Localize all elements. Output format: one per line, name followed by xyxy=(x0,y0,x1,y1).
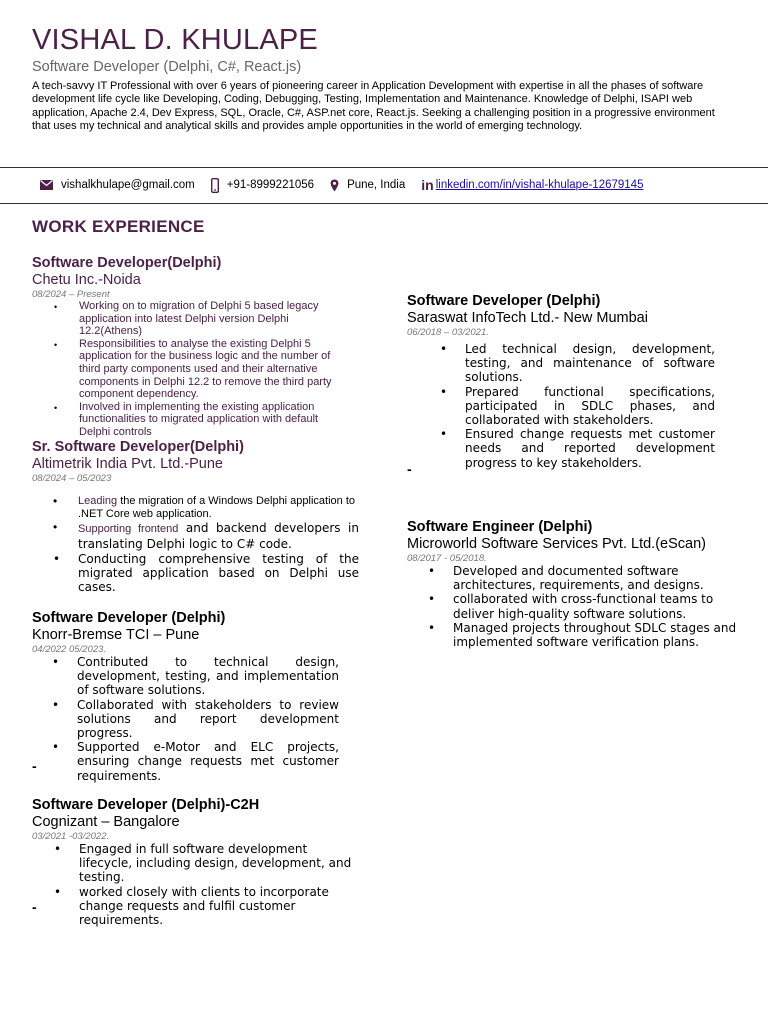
list-item: • Involved in implementing the existing application functionalities to migrated application with default Delphi controls xyxy=(79,401,349,439)
phone-icon xyxy=(211,178,219,193)
job-title: Software Developer (Delphi)-C2H xyxy=(32,797,260,813)
location-text: Pune, India xyxy=(347,179,406,191)
list-item: • Conducting comprehensive testing of the migrated application based on Delphi use cases. xyxy=(78,552,359,595)
email-text: vishalkhulape@gmail.com xyxy=(61,179,195,191)
location-pin-icon xyxy=(330,179,339,192)
job-bullets xyxy=(77,655,339,783)
linkedin-link[interactable]: linkedin.com/in/vishal-khulape-12679145 xyxy=(435,179,644,191)
contact-location xyxy=(330,179,405,192)
list-item: • Responsibilities to analyse the existing Delphi 5 application for the business logic and the number of third party components used and their alternative components in Delphi 12.2 to remove the third party component dependency. xyxy=(79,338,349,401)
list-item: • Supported e-Motor and ELC projects, ensuring change requests met customer requirements. xyxy=(77,740,339,783)
list-item: • Engaged in full software development lifecycle, including design, development, and testing. xyxy=(79,842,354,885)
job-bullets xyxy=(453,564,738,649)
bullet-lead: Leading xyxy=(78,495,118,507)
job-company: Cognizant – Bangalore xyxy=(32,814,180,830)
professional-summary: A tech-savvy IT Professional with over 6 years of pioneering career in Application Development with expertise in all the phases of software development life cycle like Developing, Coding, Debugging, Testing, Implementation and Maintenance. Knowledge of Delphi, ISAPI web application, Apache 2.4, Dev Express, SQL, Oracle, C#, ASP.net core, React.js. Seeking a challenging position in a progressive environment that uses my technical and analytical skills and provides ample opportunities in the world of emerging technology. xyxy=(32,80,715,133)
section-heading-work-experience: WORK EXPERIENCE xyxy=(32,217,205,236)
list-item: • Led technical design, development, testing, and maintenance of software solutions. xyxy=(465,342,715,385)
job-dates: 04/2022 05/2023. xyxy=(32,644,106,655)
job-title: Software Developer (Delphi) xyxy=(407,293,601,309)
contact-phone[interactable] xyxy=(211,178,314,193)
job-company: Knorr-Bremse TCI – Pune xyxy=(32,627,200,643)
job-dates: 03/2021 -03/2022. xyxy=(32,831,110,842)
job-company: Altimetrik India Pvt. Ltd.-Pune xyxy=(32,456,223,472)
envelope-icon xyxy=(40,180,53,190)
job-title: Software Engineer (Delphi) xyxy=(407,519,593,535)
bullet-rest: and backend developers in translating Delphi logic to C# code. xyxy=(78,521,359,551)
list-item: • Contributed to technical design, development, testing, and implementation of software solutions. xyxy=(77,655,339,698)
stray-dash: - xyxy=(32,899,37,915)
job-bullets xyxy=(79,300,349,439)
stray-dash: - xyxy=(407,461,412,477)
phone-text: +91-8999221056 xyxy=(226,179,315,191)
list-item xyxy=(78,495,359,521)
job-cognizant xyxy=(32,797,362,927)
job-dates: 08/2024 – Present xyxy=(32,289,110,300)
job-dates: 08/2024 – 05/2023 xyxy=(32,473,112,484)
job-company: Saraswat InfoTech Ltd.- New Mumbai xyxy=(407,310,648,326)
list-item xyxy=(78,521,359,551)
list-item: • Working on to migration of Delphi 5 based legacy application into latest Delphi version Delphi 12.2(Athens) xyxy=(79,300,349,338)
job-saraswat xyxy=(407,293,737,470)
job-subtitle: Software Developer (Delphi, C#, React.js) xyxy=(32,59,302,75)
job-chetu xyxy=(32,255,362,439)
stray-dash: - xyxy=(32,758,37,774)
job-dates: 06/2018 – 03/2021. xyxy=(407,327,489,338)
list-item: • worked closely with clients to incorporate change requests and fulfil customer requirements. xyxy=(79,885,354,928)
job-company: Microworld Software Services Pvt. Ltd.(eScan) xyxy=(407,536,706,552)
contact-email[interactable] xyxy=(40,179,195,191)
list-item: • collaborated with cross-functional teams to deliver high-quality software solutions. xyxy=(453,592,738,620)
contact-bar xyxy=(40,177,659,193)
job-altimetrik xyxy=(32,439,362,594)
job-bullets xyxy=(78,495,359,594)
job-bullets xyxy=(465,342,715,470)
candidate-name: VISHAL D. KHULAPE xyxy=(32,24,318,56)
bullet-lead: Supporting frontend xyxy=(78,523,179,536)
contact-linkedin[interactable] xyxy=(421,177,643,193)
list-item: • Ensured change requests met customer needs and reported development progress to key stakeholders. xyxy=(465,427,715,470)
list-item: • Managed projects throughout SDLC stages and implemented software verification plans. xyxy=(453,621,738,649)
contact-divider xyxy=(0,203,768,204)
job-dates: 08/2017 - 05/2018. xyxy=(407,553,487,564)
job-title: Software Developer (Delphi) xyxy=(32,610,226,626)
job-bullets xyxy=(79,842,354,927)
top-divider xyxy=(0,167,768,168)
job-knorr-bremse xyxy=(32,610,362,783)
job-title: Software Developer(Delphi) xyxy=(32,255,222,271)
list-item: • Developed and documented software architectures, requirements, and designs. xyxy=(453,564,738,592)
job-microworld xyxy=(407,519,752,649)
bullet-rest: the migration of a Windows Delphi application to .NET Core web application. xyxy=(78,495,356,521)
list-item: • Prepared functional specifications, participated in SDLC phases, and collaborated with stakeholders. xyxy=(465,385,715,428)
linkedin-icon: in xyxy=(421,177,434,193)
job-title: Sr. Software Developer(Delphi) xyxy=(32,439,244,455)
job-company: Chetu Inc.-Noida xyxy=(32,272,141,288)
list-item: • Collaborated with stakeholders to review solutions and report development progress. xyxy=(77,698,339,741)
